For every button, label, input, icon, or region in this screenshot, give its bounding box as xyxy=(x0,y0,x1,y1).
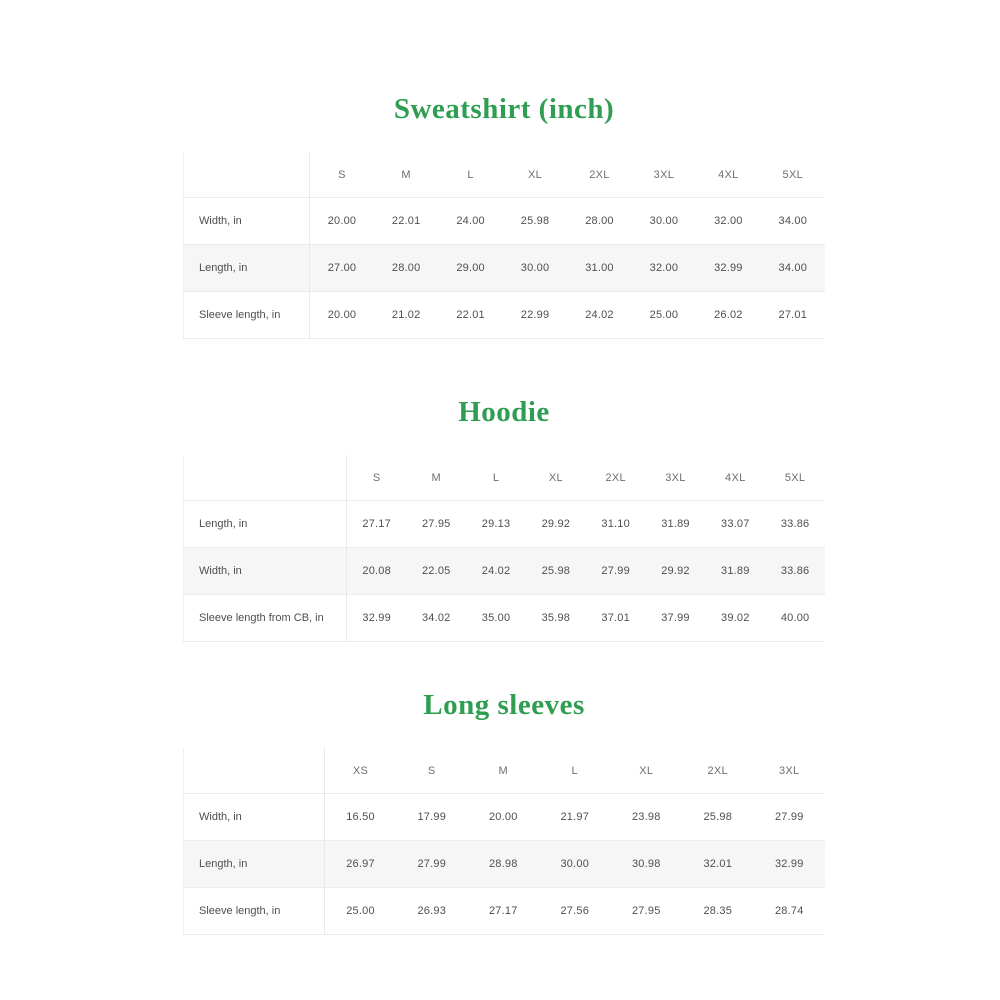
row-label: Sleeve length from CB, in xyxy=(184,595,347,642)
size-column-header: 2XL xyxy=(589,168,610,181)
measurement-cell: 17.99 xyxy=(417,811,447,823)
size-column-header: S xyxy=(338,168,346,181)
measurement-cell: 35.98 xyxy=(541,612,571,624)
section-title-hoodie: Hoodie xyxy=(458,396,550,428)
size-column-header: XL xyxy=(639,764,654,777)
row-label: Length, in xyxy=(184,245,310,292)
corner-cell xyxy=(184,152,310,198)
measurement-cell: 32.00 xyxy=(714,215,743,227)
measurement-cell: 22.99 xyxy=(520,309,550,321)
size-table xyxy=(183,152,825,339)
measurement-cell: 37.01 xyxy=(601,612,630,624)
measurement-cell: 32.99 xyxy=(362,612,391,624)
measurement-cell: 31.89 xyxy=(661,518,690,530)
measurement-cell: 22.05 xyxy=(421,565,451,577)
measurement-cell: 31.00 xyxy=(585,262,614,274)
table-row xyxy=(184,292,826,339)
size-column-header: 4XL xyxy=(725,471,746,484)
measurement-cell: 21.02 xyxy=(391,309,421,321)
size-table-long-sleeves xyxy=(183,748,825,935)
size-column-header: M xyxy=(431,471,441,484)
measurement-cell: 28.00 xyxy=(391,262,421,274)
table-row xyxy=(184,794,826,841)
size-table xyxy=(183,748,825,935)
measurement-cell: 20.00 xyxy=(327,309,357,321)
measurement-cell: 27.95 xyxy=(631,905,661,917)
measurement-cell: 25.98 xyxy=(520,215,550,227)
table-row xyxy=(184,595,826,642)
table-row xyxy=(184,841,826,888)
measurement-cell: 25.98 xyxy=(541,565,571,577)
table-row xyxy=(184,501,826,548)
measurement-cell: 30.00 xyxy=(649,215,679,227)
measurement-cell: 27.99 xyxy=(601,565,630,577)
size-column-header: L xyxy=(467,168,474,181)
measurement-cell: 33.86 xyxy=(780,565,810,577)
corner-cell xyxy=(184,455,347,501)
measurement-cell: 29.13 xyxy=(481,518,511,530)
measurement-cell: 32.01 xyxy=(703,858,733,870)
size-column-header: 2XL xyxy=(707,764,728,777)
size-column-header: 4XL xyxy=(718,168,739,181)
size-header-row xyxy=(184,748,826,794)
measurement-cell: 34.00 xyxy=(778,262,808,274)
measurement-cell: 27.99 xyxy=(417,858,447,870)
section-long-sleeves xyxy=(183,688,825,935)
section-title-sweatshirt: Sweatshirt (inch) xyxy=(393,93,615,125)
measurement-cell: 29.92 xyxy=(541,518,571,530)
measurement-cell: 29.92 xyxy=(661,565,690,577)
size-table xyxy=(183,455,825,642)
row-label: Length, in xyxy=(184,501,347,548)
measurement-cell: 20.00 xyxy=(327,215,357,227)
size-column-header: M xyxy=(401,168,411,181)
row-label: Width, in xyxy=(184,198,310,245)
row-label: Width, in xyxy=(184,548,347,595)
measurement-cell: 26.02 xyxy=(714,309,743,321)
measurement-cell: 34.00 xyxy=(778,215,808,227)
size-column-header: 5XL xyxy=(782,168,804,181)
size-column-header: 2XL xyxy=(605,471,626,484)
measurement-cell: 28.98 xyxy=(488,858,518,870)
measurement-cell: 27.95 xyxy=(421,518,451,530)
measurement-cell: 25.00 xyxy=(346,905,375,917)
measurement-cell: 32.99 xyxy=(714,262,743,274)
measurement-cell: 22.01 xyxy=(456,309,485,321)
measurement-cell: 33.07 xyxy=(721,518,750,530)
size-column-header: 3XL xyxy=(653,168,675,181)
size-column-header: XL xyxy=(548,471,563,484)
table-row xyxy=(184,245,826,292)
table-row xyxy=(184,198,826,245)
measurement-cell: 22.01 xyxy=(391,215,421,227)
corner-cell xyxy=(184,748,325,794)
size-column-header: L xyxy=(571,764,578,777)
measurement-cell: 34.02 xyxy=(421,612,451,624)
measurement-cell: 25.00 xyxy=(649,309,679,321)
measurement-cell: 24.02 xyxy=(481,565,511,577)
size-column-header: 5XL xyxy=(784,471,806,484)
section-sweatshirt xyxy=(183,0,825,339)
size-column-header: S xyxy=(427,764,436,777)
table-row xyxy=(184,548,826,595)
measurement-cell: 26.93 xyxy=(417,905,447,917)
measurement-cell: 37.99 xyxy=(661,612,690,624)
size-table-hoodie xyxy=(183,455,825,642)
measurement-cell: 31.10 xyxy=(601,518,630,530)
measurement-cell: 16.50 xyxy=(346,811,375,823)
size-column-header: L xyxy=(492,471,500,484)
measurement-cell: 21.97 xyxy=(560,811,590,823)
size-column-header: 3XL xyxy=(779,764,800,777)
measurement-cell: 31.89 xyxy=(721,565,750,577)
size-header-row xyxy=(184,152,826,198)
size-table-sweatshirt xyxy=(183,152,825,339)
measurement-cell: 23.98 xyxy=(631,811,661,823)
measurement-cell: 27.56 xyxy=(560,905,590,917)
row-label: Sleeve length, in xyxy=(184,292,310,339)
table-row xyxy=(184,888,826,935)
measurement-cell: 27.99 xyxy=(774,811,804,823)
measurement-cell: 28.74 xyxy=(774,905,804,917)
measurement-cell: 40.00 xyxy=(780,612,810,624)
measurement-cell: 30.00 xyxy=(560,858,590,870)
measurement-cell: 27.00 xyxy=(327,262,357,274)
size-column-header: XL xyxy=(528,168,543,181)
measurement-cell: 35.00 xyxy=(481,612,511,624)
row-label: Length, in xyxy=(184,841,325,888)
section-hoodie xyxy=(183,395,825,642)
row-label: Width, in xyxy=(184,794,325,841)
size-header-row xyxy=(184,455,826,501)
row-label: Sleeve length, in xyxy=(184,888,325,935)
size-guide-content xyxy=(183,0,825,935)
measurement-cell: 28.00 xyxy=(585,215,614,227)
measurement-cell: 29.00 xyxy=(456,262,485,274)
measurement-cell: 32.99 xyxy=(774,858,804,870)
measurement-cell: 33.86 xyxy=(780,518,810,530)
measurement-cell: 27.17 xyxy=(488,905,518,917)
measurement-cell: 28.35 xyxy=(703,905,733,917)
measurement-cell: 30.98 xyxy=(631,858,661,870)
measurement-cell: 27.17 xyxy=(362,518,391,530)
measurement-cell: 30.00 xyxy=(520,262,550,274)
section-title-long-sleeves: Long sleeves xyxy=(423,689,585,721)
size-column-header: 3XL xyxy=(665,471,686,484)
measurement-cell: 26.97 xyxy=(346,858,375,870)
size-column-header: M xyxy=(498,764,508,777)
measurement-cell: 25.98 xyxy=(703,811,733,823)
measurement-cell: 32.00 xyxy=(649,262,679,274)
measurement-cell: 39.02 xyxy=(721,612,750,624)
measurement-cell: 24.00 xyxy=(456,215,485,227)
measurement-cell: 24.02 xyxy=(585,309,614,321)
size-column-header: S xyxy=(372,471,381,484)
size-column-header: XS xyxy=(352,764,369,777)
measurement-cell: 20.08 xyxy=(362,565,391,577)
measurement-cell: 27.01 xyxy=(778,309,808,321)
measurement-cell: 20.00 xyxy=(488,811,518,823)
